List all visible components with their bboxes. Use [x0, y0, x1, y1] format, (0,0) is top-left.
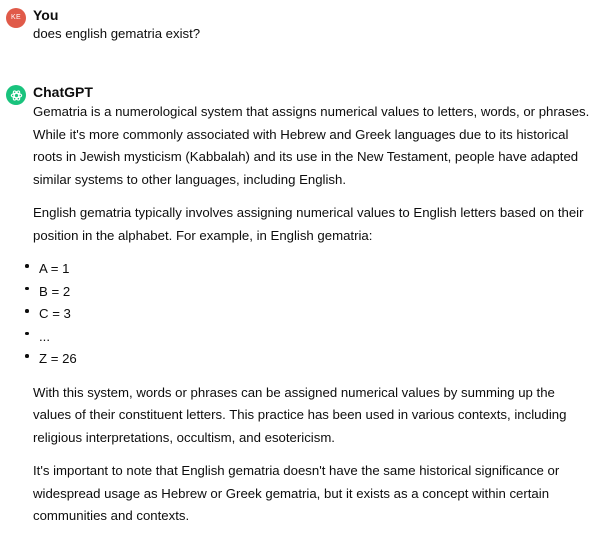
- user-avatar[interactable]: KE: [6, 8, 26, 28]
- response-paragraph: With this system, words or phrases can be assigned numerical values by summing up the values of their constituent letters. This practice has been used in various contexts, including religious interpretations, occultism, and esotericism.: [33, 384, 567, 445]
- assistant-message-body: [33, 101, 594, 539]
- user-author-name: You: [33, 7, 59, 23]
- list-item: B = 2: [33, 281, 594, 304]
- response-paragraph: It's important to note that English gematria doesn't have the same historical significance or widespread usage as Hebrew or Greek gematria, but it exists as a concept within certain communities and contexts.: [33, 463, 560, 523]
- list-item: Z = 26: [33, 348, 594, 371]
- response-paragraph: English gematria typically involves assigning numerical values to English letters based on their position in the alphabet. For example, in English gematria:: [33, 205, 584, 243]
- openai-logo-icon: [10, 89, 23, 102]
- letter-value-list: [33, 258, 594, 371]
- assistant-author-name: ChatGPT: [33, 84, 93, 100]
- list-item: A = 1: [33, 258, 594, 281]
- list-item: C = 3: [33, 303, 594, 326]
- assistant-avatar: [6, 85, 26, 105]
- response-paragraph: Gematria is a numerological system that assigns numerical values to letters, words, or phrases. While it's more commonly associated with Hebrew and Greek languages due to its historical roots in Jewish mysticism (Kabbalah) and its use in the New Testament, people have adapted similar systems to other languages, including English.: [33, 104, 590, 187]
- user-message-text: does english gematria exist?: [33, 26, 201, 41]
- list-item: ...: [33, 326, 594, 349]
